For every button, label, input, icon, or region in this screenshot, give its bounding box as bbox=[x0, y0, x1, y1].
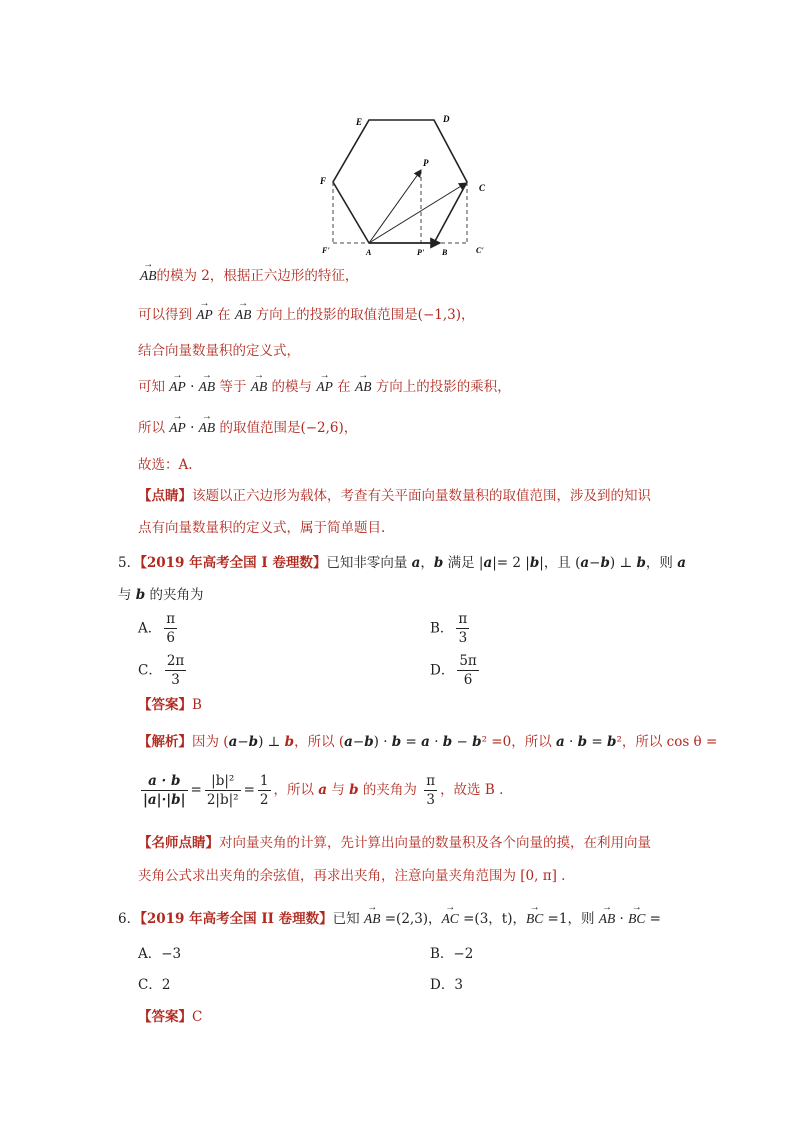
q6-stem: 6．【2019 年高考全国 II 卷理数】已知 → AB =(2,3)，→ AC =(3，t)，→ BC =1，则 → AB · → BC = bbox=[118, 909, 661, 929]
comment-tag: 【点睛】 bbox=[138, 488, 192, 504]
hexagon-figure bbox=[310, 108, 500, 258]
q5-analysis-line-2: $\frac{a \cdot b}{|a|\cdot|b|}$ = $\frac{\text{|b|²}}{\text{2|b|²}}$ = $\frac{1}{2}$ ，所以 a 与 b 的夹角为 $\frac{\pi}{3}$ ，故选 B . bbox=[143, 773, 504, 808]
label-F-prime: F' bbox=[322, 246, 330, 255]
q5-answer: 【答案】B bbox=[138, 697, 202, 713]
solution-line-1: → AB的模为 2，根据正六边形的特征， bbox=[140, 266, 358, 286]
q6-option-d[interactable]: D．3 bbox=[430, 977, 463, 993]
vector-ab: → AB bbox=[140, 266, 157, 286]
q6-option-b[interactable]: B．−2 bbox=[430, 946, 474, 962]
label-B: B bbox=[442, 248, 448, 257]
q5-option-a[interactable]: A． $\frac{\pi}{6}$ bbox=[138, 611, 176, 646]
q5-tip-line-1: 【名师点睛】对向量夹角的计算，先计算出向量的数量积及各个向量的摸，在利用向量 bbox=[138, 835, 651, 851]
q6-answer: 【答案】C bbox=[138, 1009, 203, 1025]
q5-number: 5． bbox=[118, 555, 141, 571]
q5-analysis-line-1: 【解析】因为 (a−b) ⊥ b，所以 (a−b) · b = a · b − b² =0，所以 a · b = b²，所以 cos θ = bbox=[138, 734, 718, 750]
label-D: D bbox=[443, 114, 450, 124]
label-A: A bbox=[366, 248, 372, 257]
label-C-prime: C' bbox=[476, 246, 484, 255]
q5-source: 【2019 年高考全国 I 卷理数】 bbox=[140, 555, 327, 571]
comment-line-1: 【点睛】该题以正六边形为载体，考查有关平面向量数量积的取值范围，涉及到的知识 bbox=[138, 488, 651, 504]
solution-line-4: 可知 → AP · → AB 等于 → AB 的模与 → AP 在 → AB 方向上的投影的乘积， bbox=[138, 377, 511, 397]
solution-choice: 故选：A. bbox=[138, 457, 193, 473]
label-C: C bbox=[479, 183, 486, 193]
vector-ap bbox=[369, 170, 421, 243]
solution-line-3: 结合向量数量积的定义式， bbox=[138, 343, 300, 359]
q6-source: 【2019 年高考全国 II 卷理数】 bbox=[140, 911, 333, 927]
solution-line-5: 所以 → AP · → AB 的取值范围是(−2,6)， bbox=[138, 418, 357, 438]
label-P: P bbox=[423, 158, 429, 168]
q5-tip-line-2: 夹角公式求出夹角的余弦值，再求出夹角，注意向量夹角范围为 [0, π] . bbox=[138, 868, 566, 884]
q5-stem-line-1: 5．【2019 年高考全国 I 卷理数】已知非零向量 a，b 满足 |a|= 2 |b|，且 (a−b) ⊥ b，则 a bbox=[118, 555, 686, 571]
q5-option-b[interactable]: B． $\frac{\pi}{3}$ bbox=[430, 611, 468, 646]
label-F: F bbox=[320, 176, 327, 186]
vector-ac bbox=[369, 183, 466, 243]
label-E: E bbox=[356, 117, 363, 127]
hexagon-outline bbox=[333, 120, 467, 243]
comment-line-2: 点有向量数量积的定义式，属于简单题目. bbox=[138, 520, 386, 536]
q6-option-a[interactable]: A．−3 bbox=[138, 946, 182, 962]
q5-option-d[interactable]: D． $\frac{5\pi}{6}$ bbox=[430, 653, 477, 688]
q5-stem-line-2: 与 b 的夹角为 bbox=[118, 587, 204, 603]
solution-line-2: 可以得到 → AP 在 → AB 方向上的投影的取值范围是(−1,3)， bbox=[138, 305, 475, 325]
q6-option-c[interactable]: C．2 bbox=[138, 977, 171, 993]
q5-option-c[interactable]: C． $\frac{2\pi}{3}$ bbox=[138, 653, 185, 688]
q6-number: 6． bbox=[118, 911, 141, 927]
label-P-prime: P' bbox=[417, 248, 425, 257]
